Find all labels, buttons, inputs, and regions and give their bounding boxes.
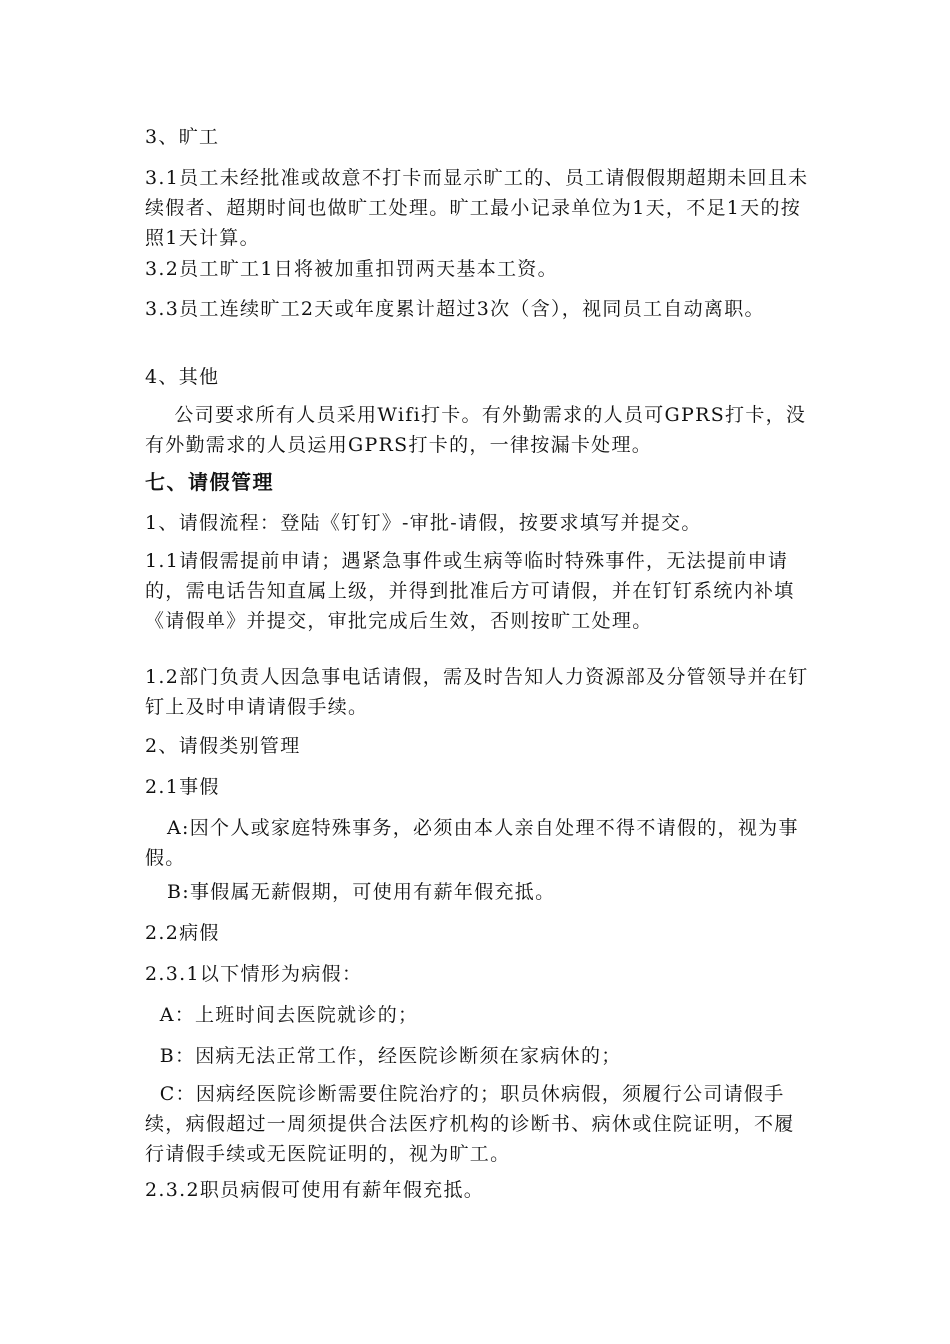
paragraph-3-2: 3.2员工旷工1日将被加重扣罚两天基本工资。 [145, 258, 558, 280]
paragraph-3-1: 3.1员工未经批准或故意不打卡而显示旷工的、员工请假假期超期未回且未续假者、超期时间也做旷工处理。旷工最小记录单位为1天，不足1天的按照1天计算。 [145, 167, 809, 249]
paragraph-2-2-sick-leave: 2.2病假 [145, 922, 220, 944]
paragraph-other-heading: 4、其他 [145, 366, 220, 388]
paragraph-leave-types-heading: 2、请假类别管理 [145, 735, 301, 757]
paragraph-1-1: 1.1请假需提前申请；遇紧急事件或生病等临时特殊事件，无法提前申请的，需电话告知直属上级，并得到批准后方可请假，并在钉钉系统内补填《请假单》并提交，审批完成后生效，否则按旷工处理。 [145, 550, 795, 632]
paragraph-2-1-personal-leave: 2.1事假 [145, 776, 220, 798]
paragraph-2-3-2: 2.3.2职员病假可使用有薪年假充抵。 [145, 1179, 485, 1201]
paragraph-leave-process: 1、请假流程：登陆《钉钉》-审批-请假，按要求填写并提交。 [145, 512, 702, 534]
paragraph-3-3: 3.3员工连续旷工2天或年度累计超过3次（含），视同员工自动离职。 [145, 298, 765, 320]
paragraph-wifi-clock-in: 公司要求所有人员采用Wifi打卡。有外勤需求的人员可GPRS打卡，没有外勤需求的人员运用GPRS打卡的，一律按漏卡处理。 [145, 404, 807, 456]
paragraph-personal-leave-b: B:事假属无薪假期，可使用有薪年假充抵。 [145, 881, 556, 903]
paragraph-sick-leave-c: C：因病经医院诊断需要住院治疗的；职员休病假，须履行公司请假手续，病假超过一周须提供合法医疗机构的诊断书、病休或住院证明，不履行请假手续或无医院证明的，视为旷工。 [145, 1083, 795, 1165]
paragraph-sick-leave-a: A：上班时间去医院就诊的； [145, 1004, 419, 1026]
paragraph-personal-leave-a: A:因个人或家庭特殊事务，必须由本人亲自处理不得不请假的，视为事假。 [145, 817, 799, 869]
paragraph-absenteeism-heading: 3、旷工 [145, 126, 220, 148]
paragraph-sick-leave-b: B：因病无法正常工作，经医院诊断须在家病休的； [145, 1045, 622, 1067]
paragraph-2-3-1: 2.3.1以下情形为病假： [145, 963, 363, 985]
section-heading-leave-management: 七、请假管理 [145, 470, 274, 494]
paragraph-1-2: 1.2部门负责人因急事电话请假，需及时告知人力资源部及分管领导并在钉钉上及时申请请假手续。 [145, 666, 809, 718]
